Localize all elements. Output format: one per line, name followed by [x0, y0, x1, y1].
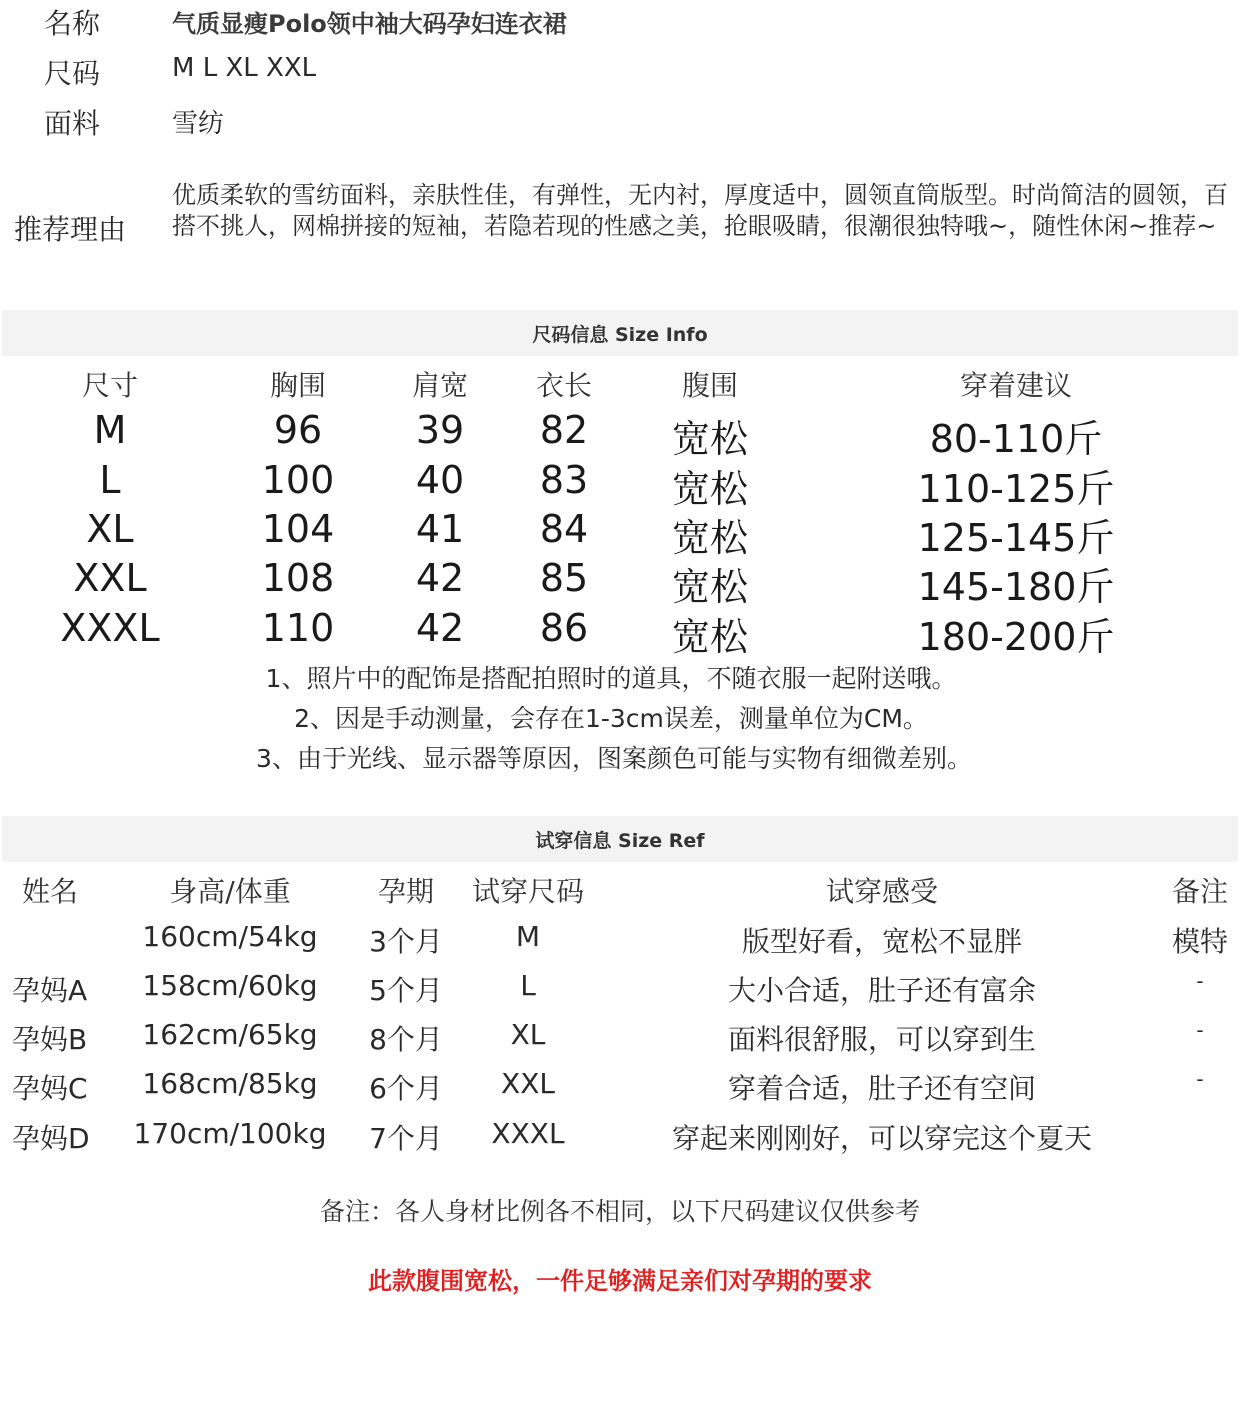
size-row-bust: 100	[261, 458, 335, 502]
promo-text: 此款腹围宽松，一件足够满足亲们对孕期的要求	[368, 1267, 872, 1295]
size-label: 尺码	[44, 57, 101, 90]
try-row-height-weight: 168cm/85kg	[142, 1067, 318, 1100]
try-row-size: XXXL	[491, 1117, 565, 1150]
try-row-height-weight: 162cm/65kg	[142, 1018, 318, 1051]
try-row-feel: 穿起来刚刚好，可以穿完这个夏天	[671, 1122, 1093, 1155]
try-info-header: 试穿信息 Size Ref	[2, 816, 1238, 862]
size-row-belly: 宽松	[671, 565, 749, 609]
size-info-header: 尺码信息 Size Info	[2, 310, 1238, 356]
try-row-size: M	[515, 920, 541, 953]
size-row-bust: 110	[261, 606, 335, 650]
try-row-pregnancy: 5个月	[369, 974, 443, 1007]
size-header-length: 衣长	[535, 369, 593, 402]
try-row-size: L	[520, 969, 536, 1002]
name-value: 气质显瘦Polo领中袖大码孕妇连衣裙	[172, 10, 567, 38]
size-row-suggest: 125-145斤	[917, 516, 1115, 560]
size-note-1: 1、照片中的配饰是搭配拍照时的道具，不随衣服一起附送哦。	[265, 664, 957, 693]
try-row-height-weight: 160cm/54kg	[142, 920, 318, 953]
fabric-value: 雪纺	[172, 109, 225, 139]
try-row-size: XL	[510, 1018, 546, 1051]
try-row-remark: -	[1196, 969, 1204, 993]
fabric-label: 面料	[44, 107, 101, 140]
try-header-size: 试穿尺码	[471, 875, 585, 908]
size-header-size: 尺寸	[81, 369, 139, 402]
try-row-pregnancy: 8个月	[369, 1023, 443, 1056]
try-row-pregnancy: 3个月	[369, 925, 443, 958]
size-row-length: 82	[539, 408, 589, 452]
try-row-feel: 穿着合适，肚子还有空间	[727, 1072, 1037, 1105]
try-row-pregnancy: 7个月	[369, 1122, 443, 1155]
size-row-length: 85	[539, 556, 589, 600]
try-row-remark: 模特	[1171, 925, 1229, 958]
try-row-pregnancy: 6个月	[369, 1072, 443, 1105]
size-row-belly: 宽松	[671, 615, 749, 659]
try-row-remark: -	[1196, 1067, 1204, 1091]
size-row-size: M	[93, 408, 127, 452]
try-header-height-weight: 身高/体重	[169, 875, 291, 908]
try-row-remark: -	[1196, 1018, 1204, 1042]
try-header-feel: 试穿感受	[825, 875, 939, 908]
size-row-suggest: 80-110斤	[929, 417, 1103, 461]
size-row-shoulder: 42	[415, 606, 465, 650]
size-row-size: XL	[86, 507, 134, 551]
try-row-feel: 大小合适，肚子还有富余	[727, 974, 1037, 1007]
try-row-size: XXL	[501, 1067, 555, 1100]
try-row-feel: 面料很舒服，可以穿到生	[727, 1023, 1037, 1056]
try-header-remark: 备注	[1171, 875, 1229, 908]
try-row-height-weight: 158cm/60kg	[142, 969, 318, 1002]
try-row-name: 孕妈C	[12, 1072, 88, 1105]
size-row-size: XXL	[73, 556, 147, 600]
size-header-bust: 胸围	[269, 369, 327, 402]
size-header-suggest: 穿着建议	[959, 369, 1073, 402]
size-row-suggest: 110-125斤	[917, 467, 1115, 511]
size-row-length: 83	[539, 458, 589, 502]
reason-label: 推荐理由	[14, 213, 127, 246]
size-row-shoulder: 40	[415, 458, 465, 502]
size-row-suggest: 145-180斤	[917, 565, 1115, 609]
size-row-length: 84	[539, 507, 589, 551]
reason-text: 优质柔软的雪纺面料，亲肤性佳，有弹性，无内衬，厚度适中，圆领直筒版型。时尚简洁的圆领，百搭不挑人，网棉拼接的短袖，若隐若现的性感之美，抢眼吸睛，很潮很独特哦~，随性休闲~推荐~	[172, 181, 1228, 240]
size-row-shoulder: 39	[415, 408, 465, 452]
try-row-name: 孕妈A	[12, 974, 88, 1007]
size-row-bust: 96	[273, 408, 323, 452]
size-header-shoulder: 肩宽	[411, 369, 469, 402]
try-header-pregnancy: 孕期	[377, 875, 435, 908]
try-row-name: 孕妈B	[12, 1023, 88, 1056]
size-value: M L XL XXL	[172, 53, 317, 83]
size-header-belly: 腹围	[681, 369, 739, 402]
size-row-shoulder: 42	[415, 556, 465, 600]
try-row-name: 孕妈D	[12, 1122, 90, 1155]
size-remark: 备注：各人身材比例各不相同，以下尺码建议仅供参考	[319, 1197, 921, 1226]
size-row-belly: 宽松	[671, 467, 749, 511]
size-row-size: XXXL	[60, 606, 160, 650]
size-row-belly: 宽松	[671, 417, 749, 461]
size-row-length: 86	[539, 606, 589, 650]
try-header-name: 姓名	[22, 875, 79, 908]
size-row-belly: 宽松	[671, 516, 749, 560]
size-note-3: 3、由于光线、显示器等原因，图案颜色可能与实物有细微差别。	[256, 744, 972, 773]
size-row-shoulder: 41	[415, 507, 465, 551]
name-label: 名称	[44, 7, 101, 40]
size-row-bust: 108	[261, 556, 335, 600]
try-row-height-weight: 170cm/100kg	[133, 1117, 327, 1150]
size-row-size: L	[99, 458, 121, 502]
try-row-feel: 版型好看，宽松不显胖	[741, 925, 1023, 958]
size-row-suggest: 180-200斤	[917, 615, 1115, 659]
size-note-2: 2、因是手动测量，会存在1-3cm误差，测量单位为CM。	[294, 704, 928, 733]
size-row-bust: 104	[261, 507, 335, 551]
